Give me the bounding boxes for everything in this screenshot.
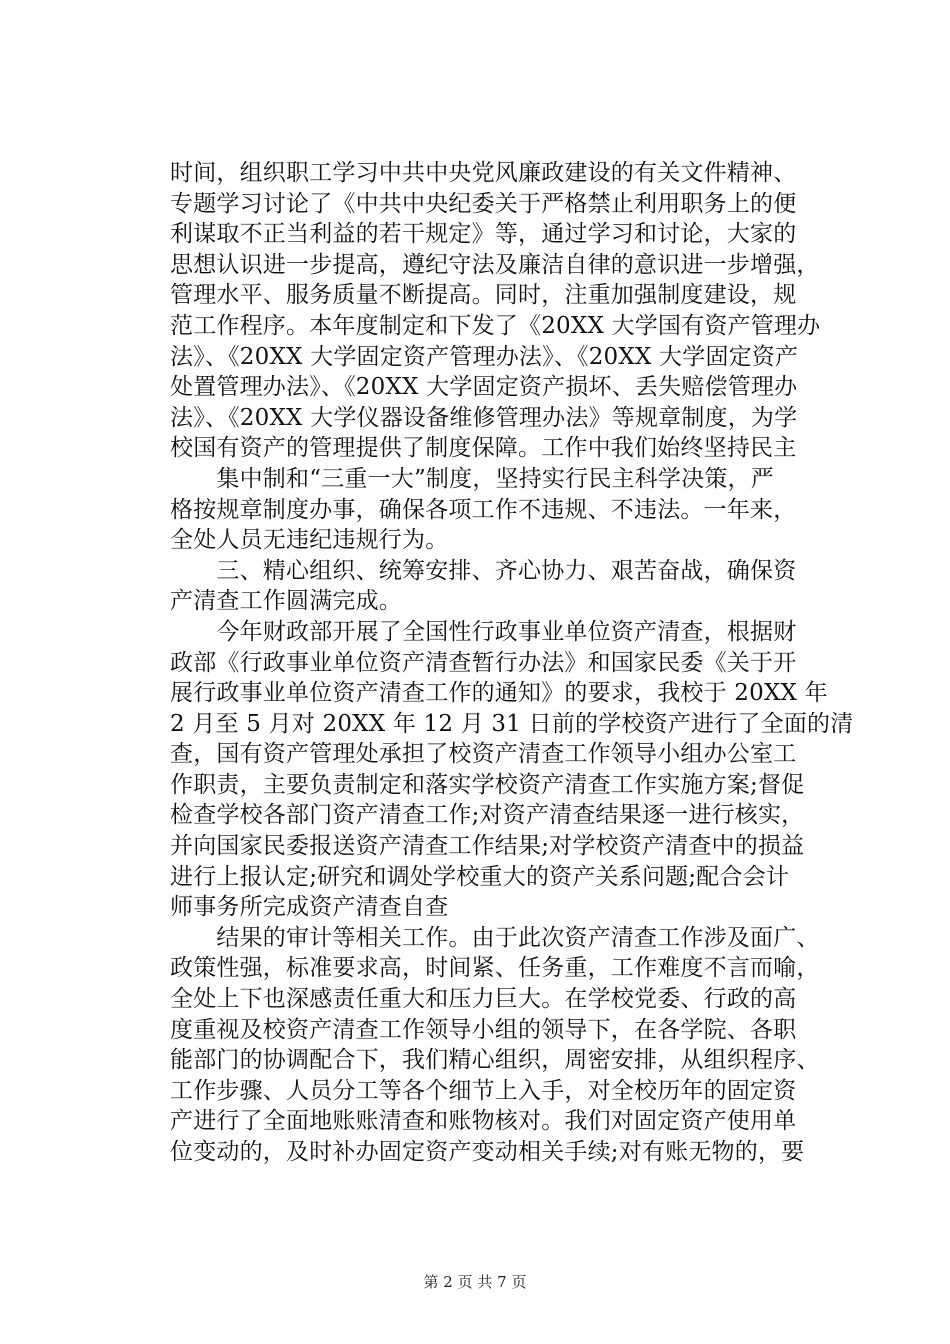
text-line: 展行政事业单位资产清查工作的通知》的要求，我校于 20XX 年 xyxy=(170,680,828,707)
section-heading: 产清查工作圆满完成。 xyxy=(170,588,402,615)
text-line: 进行上报认定;研究和调处学校重大的资产关系问题;配合会计 xyxy=(170,863,790,890)
text-line: 格按规章制度办事，确保各项工作不违规、不违法。一年来， xyxy=(170,496,797,523)
text-line: 法》、《20XX 大学固定资产管理办法》、《20XX 大学固定资产 xyxy=(170,343,799,370)
text-line: 全处上下也深感责任重大和压力巨大。在学校党委、行政的高 xyxy=(170,986,797,1013)
text-line: 结果的审计等相关工作。由于此次资产清查工作涉及面广、 xyxy=(170,924,820,951)
text-line: 并向国家民委报送资产清查工作结果;对学校资产清查中的损益 xyxy=(170,833,805,860)
section-heading: 三、精心组织、统筹安排、齐心协力、艰苦奋战，确保资 xyxy=(170,557,797,584)
text-line: 师事务所完成资产清查自查 xyxy=(170,894,449,921)
text-line: 全处人员无违纪违规行为。 xyxy=(170,527,449,554)
text-line: 能部门的协调配合下，我们精心组织，周密安排，从组织程序、 xyxy=(170,1047,820,1074)
text-line: 利谋取不正当利益的若干规定》等，通过学习和讨论，大家的 xyxy=(170,221,797,248)
text-line: 专题学习讨论了《中共中央纪委关于严格禁止利用职务上的便 xyxy=(170,190,797,217)
text-line: 思想认识进一步提高，遵纪守法及廉洁自律的意识进一步增强， xyxy=(170,251,820,278)
body-text xyxy=(170,158,854,1168)
text-line: 2 月至 5 月对 20XX 年 12 月 31 日前的学校资产进行了全面的清 xyxy=(170,710,854,737)
text-line: 产进行了全面地账账清查和账物核对。我们对固定资产使用单 xyxy=(170,1108,797,1135)
text-line: 工作步骤、人员分工等各个细节上入手，对全校历年的固定资 xyxy=(170,1077,797,1104)
text-line: 法》、《20XX 大学仪器设备维修管理办法》等规章制度，为学 xyxy=(170,404,798,431)
text-line: 时间，组织职工学习中共中央党风廉政建设的有关文件精神、 xyxy=(170,160,797,186)
text-line: 位变动的，及时补办固定资产变动相关手续;对有账无物的，要 xyxy=(170,1139,805,1165)
text-line: 政策性强，标准要求高，时间紧、任务重，工作难度不言而喻， xyxy=(170,955,820,982)
page-number-footer: 第 2 页 共 7 页 xyxy=(423,1273,527,1291)
text-line: 管理水平、服务质量不断提高。同时，注重加强制度建设，规 xyxy=(170,282,797,309)
text-line: 作职责，主要负责制定和落实学校资产清查工作实施方案;督促 xyxy=(170,771,805,798)
text-line: 集中制和“三重一大”制度，坚持实行民主科学决策，严 xyxy=(170,465,774,492)
text-line: 查，国有资产管理处承担了校资产清查工作领导小组办公室工 xyxy=(170,741,797,768)
text-line: 今年财政部开展了全国性行政事业单位资产清查，根据财 xyxy=(170,618,797,645)
text-line: 政部《行政事业单位资产清查暂行办法》和国家民委《关于开 xyxy=(170,649,797,676)
text-line: 校国有资产的管理提供了制度保障。工作中我们始终坚持民主 xyxy=(170,435,797,462)
text-line: 处置管理办法》、《20XX 大学固定资产损坏、丢失赔偿管理办 xyxy=(170,374,798,401)
text-line: 度重视及校资产清查工作领导小组的领导下，在各学院、各职 xyxy=(170,1016,797,1043)
text-line: 检查学校各部门资产清查工作;对资产清查结果逐一进行核实， xyxy=(170,802,805,829)
text-line: 范工作程序。本年度制定和下发了《20XX 大学国有资产管理办 xyxy=(170,312,821,339)
